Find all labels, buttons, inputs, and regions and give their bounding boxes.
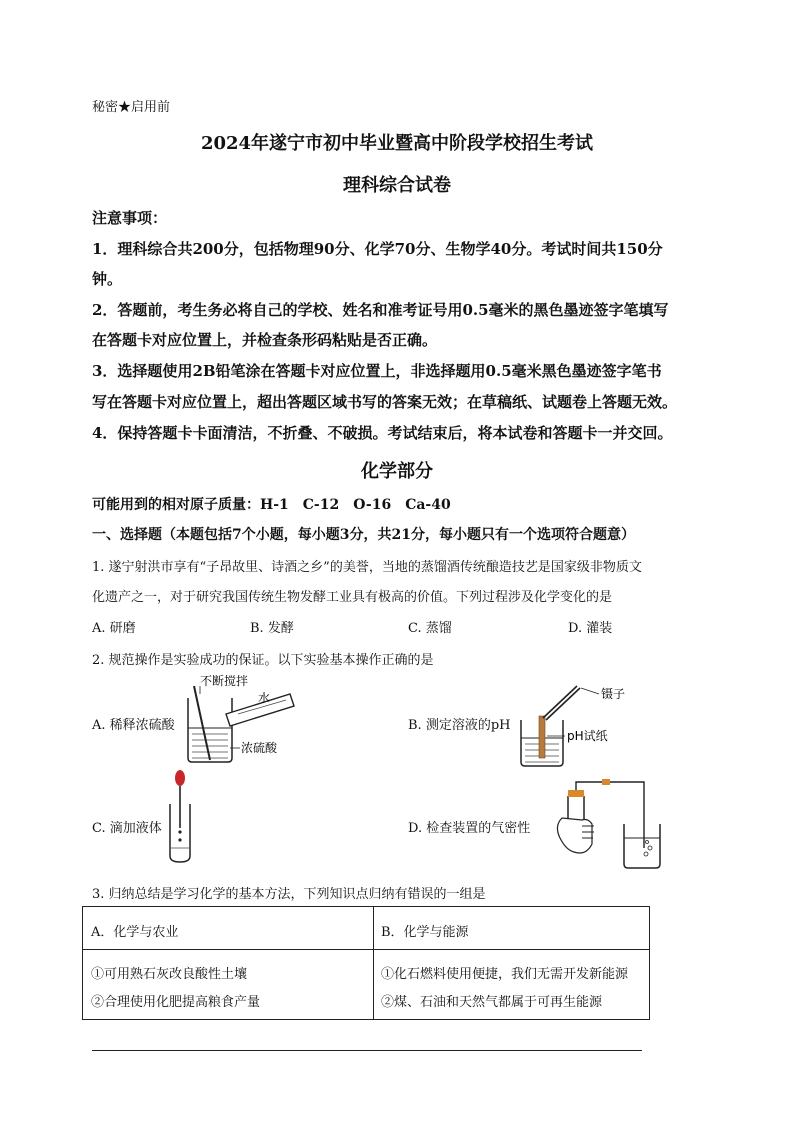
notes-heading: 注意事项： (92, 209, 168, 227)
q2-option-a: A. 稀释浓硫酸 (92, 718, 175, 733)
q3-stem: 3. 归纳总结是学习化学的基本方法，下列知识点归纳有错误的一组是 (92, 887, 486, 902)
note-4-line-1: 4．保持答题卡卡面清洁，不折叠、不破损。考试结束后，将本试卷和答题卡一并交回。 (92, 424, 673, 442)
note-3-line-1: 3．选择题使用2B铅笔涂在答题卡对应位置上，非选择题用0.5毫米黑色墨迹签字笔书 (92, 362, 662, 380)
water-beaker (624, 824, 660, 868)
ph-strip (539, 716, 545, 758)
q3-cell-a-header: A．化学与农业 (91, 925, 179, 940)
dropper-bulb (175, 770, 185, 786)
figure-dilute-acid (180, 676, 310, 766)
hand-icon (557, 818, 592, 853)
q3-cell-a-item-1: ①可用熟石灰改良酸性土壤 (91, 967, 248, 982)
note-2-line-2: 在答题卡对应位置上，并检查条形码粘贴是否正确。 (92, 331, 438, 349)
q2-option-b: B. 测定溶液的pH (408, 718, 511, 733)
stopper (568, 790, 584, 797)
label-stir: 不断搅拌 (200, 674, 249, 688)
beaker-outline (188, 698, 232, 762)
rubber-joint (602, 779, 610, 785)
glass-rod (194, 686, 210, 760)
label-water: 水 (258, 691, 271, 705)
figure-dropper (160, 768, 200, 864)
figure-ph-test (515, 680, 645, 770)
q3-cell-b-item-1: ①化石燃料使用便捷，我们无需开发新能源 (381, 967, 629, 982)
q1-stem-line-2: 化遗产之一，对于研究我国传统生物发酵工业具有极高的价值。下列过程涉及化学变化的是 (92, 590, 613, 605)
q3-cell-b-item-2: ②煤、石油和天然气都属于可再生能源 (381, 995, 603, 1010)
note-3-line-2: 写在答题卡对应位置上，超出答题区域书写的答案无效；在草稿纸、试题卷上答题无效。 (92, 393, 678, 411)
tweezers-arm-2 (546, 688, 580, 720)
label-tweezers: 镊子 (601, 687, 626, 701)
q1-option-a: A. 研磨 (92, 621, 136, 636)
atomic-masses: 可能用到的相对原子质量：H-1 C-12 O-16 Ca-40 (92, 497, 451, 513)
exam-title: 2024年遂宁市初中毕业暨高中阶段学校招生考试 (200, 133, 594, 154)
tweezers-arm-1 (543, 686, 577, 718)
label-ph-paper: pH试纸 (567, 729, 608, 743)
note-1-line-1: 1．理科综合共200分，包括物理90分、化学70分、生物学40分。考试时间共150分 (92, 240, 663, 258)
q2-stem: 2. 规范操作是实验成功的保证。以下实验基本操作正确的是 (92, 653, 434, 668)
q1-option-b: B. 发酵 (250, 621, 294, 636)
label-acid: 浓硫酸 (241, 741, 278, 755)
q1-stem-line-1: 1. 遂宁射洪市享有“子昂故里、诗酒之乡”的美誉，当地的蒸馏酒传统酿造技艺是国家级非物质文 (92, 560, 642, 575)
figure-airtightness (548, 778, 668, 870)
confidential-mark: 秘密★启用前 (92, 100, 171, 115)
part-one-heading: 一、选择题（本题包括7个小题，每小题3分，共21分，每小题只有一个选项符合题意） (92, 527, 635, 543)
q1-option-d: D. 灌装 (568, 621, 613, 636)
q2-option-c: C. 滴加液体 (92, 821, 162, 836)
q1-option-c: C. 蒸馏 (408, 621, 452, 636)
bottom-rule (92, 1050, 642, 1051)
note-2-line-1: 2．答题前，考生务必将自己的学校、姓名和准考证号用0.5毫米的黑色墨迹签字笔填写 (92, 301, 669, 319)
section-title: 化学部分 (361, 461, 433, 482)
q3-cell-b-header: B．化学与能源 (381, 925, 469, 940)
note-1-line-2: 钟。 (92, 270, 123, 288)
q2-option-d: D. 检查装置的气密性 (408, 821, 531, 836)
exam-subtitle: 理科综合试卷 (343, 175, 451, 196)
q3-table (82, 906, 650, 1020)
q3-cell-a-item-2: ②合理使用化肥提高粮食产量 (91, 995, 261, 1010)
